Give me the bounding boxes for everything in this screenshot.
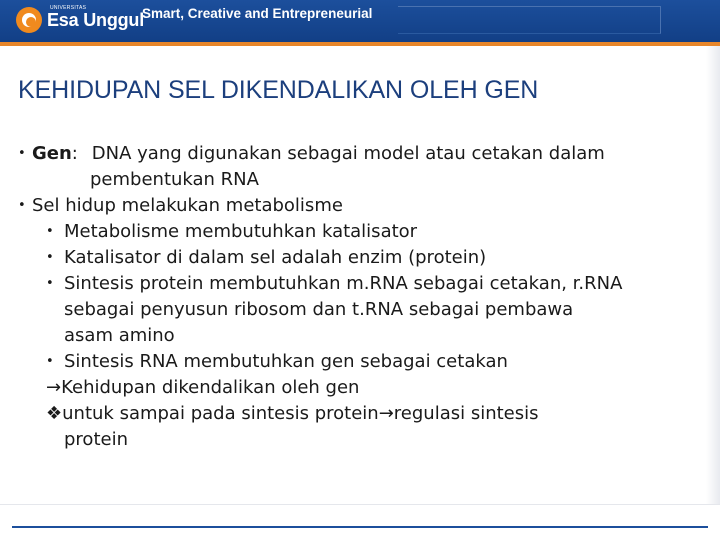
slide-title: KEHIDUPAN SEL DIKENDALIKAN OLEH GEN	[18, 76, 539, 104]
bullet-term: Gen	[32, 143, 72, 164]
logo-text: Esa Unggul	[47, 9, 145, 30]
header-decoration	[398, 6, 661, 34]
bullet-text: Sintesis protein membutuhkan m.RNA sebagai cetakan, r.RNA	[64, 273, 623, 294]
bullet-metabolisme	[18, 219, 712, 245]
footer-bar	[0, 504, 720, 541]
bullet-sintesis-protein-continuation-2: asam amino	[64, 325, 175, 346]
bullet-sintesis-protein-continuation-1: sebagai penyusun ribosom dan t.RNA sebagai pembawa	[64, 299, 574, 320]
logo-small-text: UNIVERSITAS	[50, 5, 87, 11]
university-logo	[16, 5, 144, 35]
bullet-separator: :	[71, 143, 78, 164]
bullet-marker: •	[46, 354, 54, 369]
bullet-gen-continuation: pembentukan RNA	[90, 169, 259, 190]
bullet-text: Sintesis RNA membutuhkan gen sebagai cetakan	[64, 351, 508, 372]
diamond-note-continuation: protein	[64, 429, 128, 450]
diamond-note	[18, 401, 712, 427]
bullet-marker: •	[46, 224, 54, 239]
bullet-sintesis-rna	[18, 349, 712, 375]
bullet-sintesis-protein	[18, 271, 712, 297]
bullet-text: Sel hidup melakukan metabolisme	[32, 195, 343, 216]
logo-emblem-icon	[16, 7, 42, 33]
header-accent-line	[0, 42, 720, 46]
bullet-gen	[18, 141, 712, 167]
bullet-marker: •	[46, 250, 54, 265]
bullet-sel-hidup	[18, 193, 712, 219]
bullet-text: untuk sampai pada sintesis protein→regulasi sintesis	[62, 403, 539, 424]
bullet-text: Metabolisme membutuhkan katalisator	[64, 221, 418, 242]
tagline: Smart, Creative and Entrepreneurial	[142, 6, 373, 21]
bullet-marker: •	[18, 198, 26, 213]
bullet-marker: •	[46, 276, 54, 291]
bullet-katalisator	[18, 245, 712, 271]
slide-content	[18, 141, 712, 453]
arrow-right-icon: →	[46, 377, 62, 398]
bullet-text: DNA yang digunakan sebagai model atau cetakan dalam	[91, 143, 605, 164]
header-bar	[0, 0, 720, 42]
bullet-text: Kehidupan dikendalikan oleh gen	[61, 377, 360, 398]
diamond-bullet-icon: ❖	[46, 403, 63, 424]
footer-line	[12, 526, 708, 528]
arrow-conclusion	[18, 375, 712, 401]
bullet-marker: •	[18, 146, 26, 161]
bullet-text: Katalisator di dalam sel adalah enzim (protein)	[64, 247, 487, 268]
